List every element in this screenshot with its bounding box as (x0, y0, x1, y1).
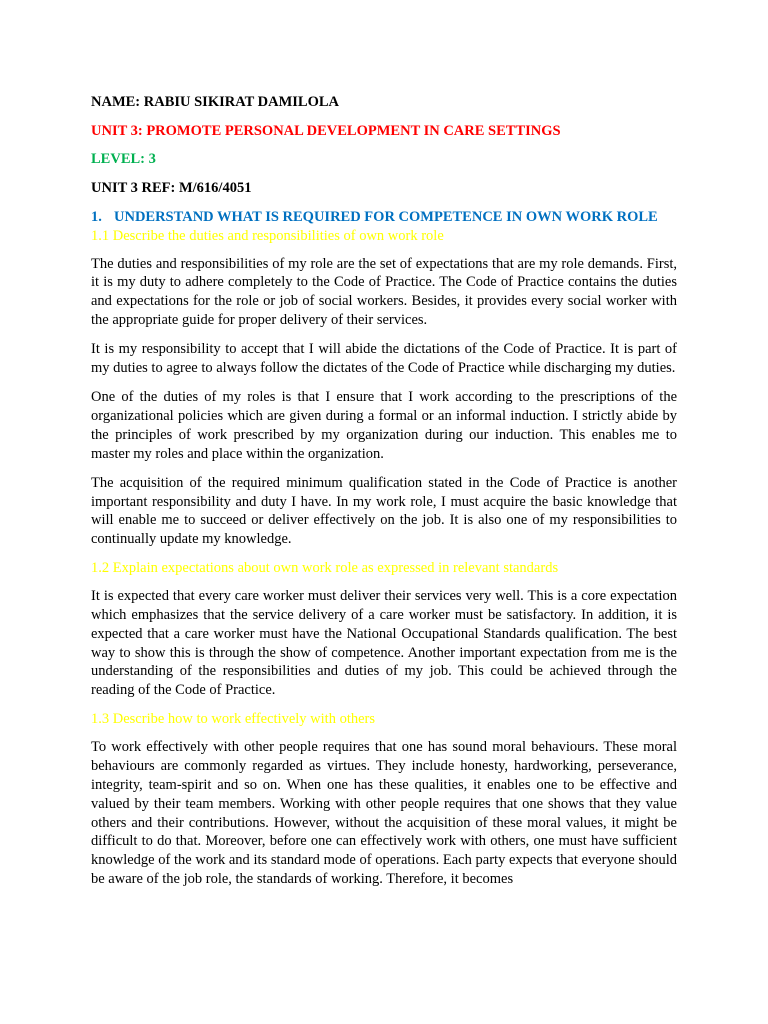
subheading-number: 1.2 (91, 560, 110, 577)
paragraph: To work effectively with other people requires that one has sound moral behaviours. These moral behaviours are commonly regarded as virtues. They include honesty, hardworking, perseverance, integrity, team-spirit and so on. When one has these qualities, it enables one to be effective and valued by their team members. Working with other people requires that one shows that they value others and their contributions. However, without the acquisition of these moral values, it might be difficult to do that. Moreover, before one can effectively work with others, one must have sufficient knowledge of the work and its standard mode of operations. Each party expects that everyone should be aware of the job role, the standards of working. Therefore, it becomes (91, 738, 677, 888)
subheading-number: 1.1 (91, 227, 110, 244)
student-name: NAME: RABIU SIKIRAT DAMILOLA (91, 94, 340, 110)
paragraph: The duties and responsibilities of my role are the set of expectations that are my role demands. First, it is my duty to adhere completely to the Code of Practice. The Code of Practice contains the duties and expectations for the role or job of social workers. Besides, it provides every social worker with the appropriate guide for proper delivery of their services. (91, 255, 677, 329)
subheading-1-1 (91, 227, 677, 246)
paragraph: It is expected that every care worker must deliver their services very well. This is a core expectation which emphasizes that the service delivery of a care worker must be satisfactory. In addition, it is expected that a care worker must have the National Occupational Standards qualification. The best way to show this is through the show of competence. Another important expectation from me is the understanding of the responsibilities and duties of my job. This could be achieved through the reading of the Code of Practice. (91, 587, 677, 699)
subheading-1-3: 1.3 Describe how to work effectively with others (91, 711, 376, 728)
section-heading-1 (91, 208, 677, 227)
section-title: UNDERSTAND WHAT IS REQUIRED FOR COMPETENCE IN OWN WORK ROLE (114, 209, 658, 226)
subheading-1-2 (91, 559, 677, 578)
paragraph: One of the duties of my roles is that I ensure that I work according to the prescriptions of the organizational policies which are given during a formal or an informal induction. I strictly abide by the principles of work prescribed by my organization during our induction. This enables me to master my roles and place within the organization. (91, 389, 677, 462)
paragraph: The acquisition of the required minimum qualification stated in the Code of Practice is another important responsibility and duty I have. In my work role, I must acquire the basic knowledge that will enable me to succeed or deliver effectively on the job. It is also one of my responsibilities to continually update my knowledge. (91, 474, 677, 548)
document-page (91, 93, 677, 899)
level-label: LEVEL: 3 (91, 151, 156, 168)
unit-title: UNIT 3: PROMOTE PERSONAL DEVELOPMENT IN CARE SETTINGS (91, 122, 561, 139)
unit-reference: UNIT 3 REF: M/616/4051 (91, 179, 252, 196)
subheading-title: Explain expectations about own work role as expressed in relevant standards (112, 560, 559, 577)
paragraph: It is my responsibility to accept that I will abide the dictations of the Code of Practice. It is part of my duties to agree to always follow the dictates of the Code of Practice while discharging my duties. (91, 341, 677, 377)
subheading-title: Describe the duties and responsibilities of own work role (112, 227, 444, 244)
section-number: 1. (91, 209, 102, 226)
